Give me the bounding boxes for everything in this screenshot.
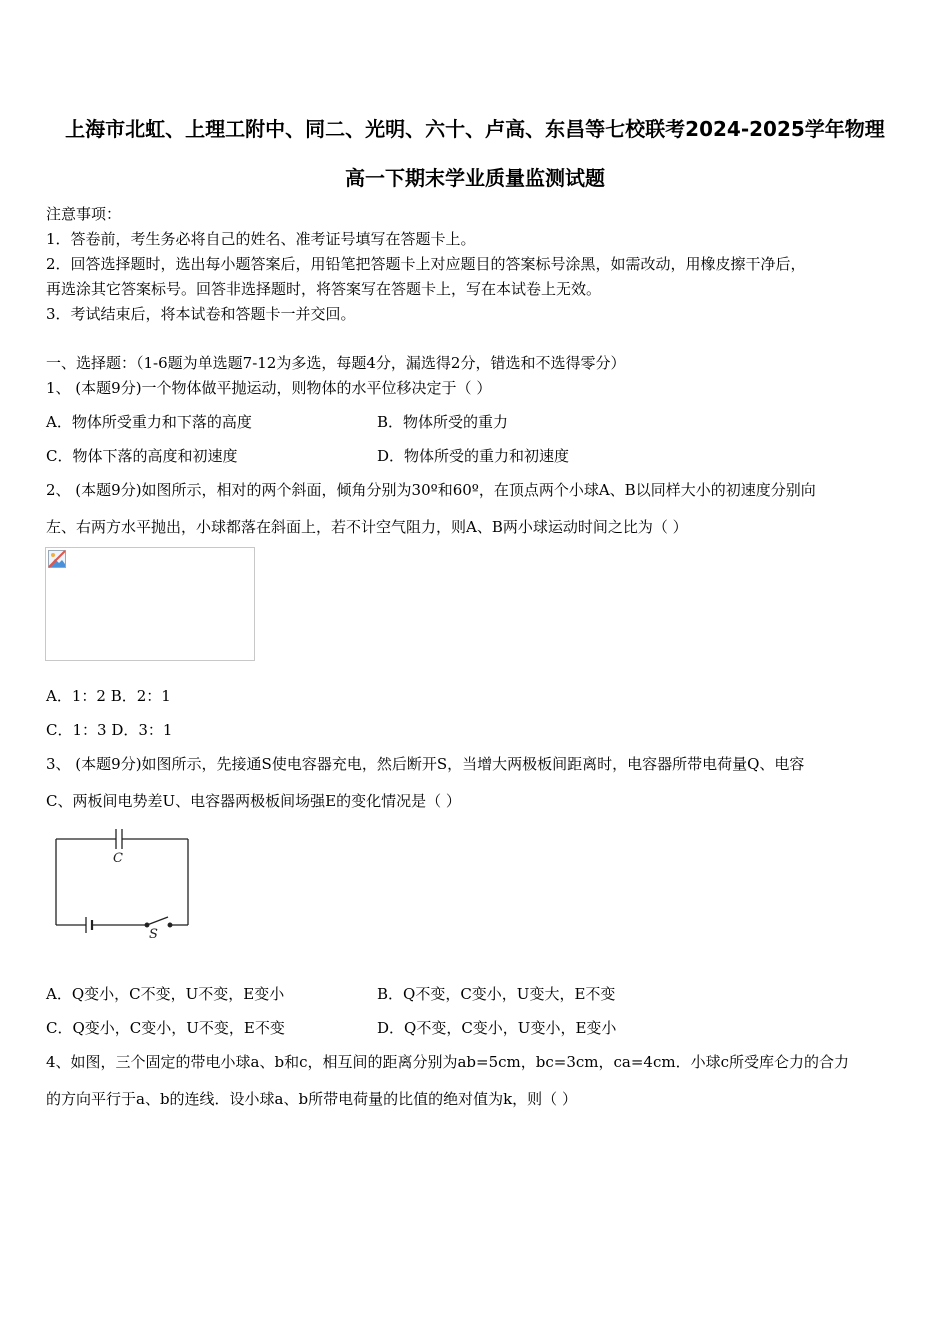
notice-item-3: 3．考试结束后，将本试卷和答题卡一并交回。 — [46, 305, 356, 323]
notice-item-1: 1．答卷前，考生务必将自己的姓名、准考证号填写在答题卡上。 — [46, 230, 476, 248]
q3-stem-cont: C、两板间电势差U、电容器两极板间场强E的变化情况是（ ） — [46, 792, 461, 810]
q1-stem: 1、 (本题9分)一个物体做平抛运动，则物体的水平位移决定于（ ） — [46, 379, 492, 397]
q1-option-b: B．物体所受的重力 — [377, 413, 509, 431]
q2-options-ab: A．1：2 B．2：1 — [46, 687, 171, 705]
q2-stem: 2、 (本题9分)如图所示，相对的两个斜面，倾角分别为30º和60º，在顶点两个小球A、B以同样大小的初速度分别向 — [46, 481, 816, 499]
q3-circuit-diagram — [50, 825, 195, 940]
exam-title-line2: 高一下期末学业质量监测试题 — [345, 166, 605, 190]
q1-option-c: C．物体下落的高度和初速度 — [46, 447, 238, 465]
q1-option-d: D．物体所受的重力和初速度 — [377, 447, 570, 465]
q2-stem-cont: 左、右两方水平抛出，小球都落在斜面上，若不计空气阻力，则A、B两小球运动时间之比为（ ） — [46, 518, 688, 536]
q3-option-c: C．Q变小，C变小，U不变，E不变 — [46, 1019, 285, 1037]
notice-heading: 注意事项： — [46, 205, 122, 223]
q3-option-a: A．Q变小，C不变，U不变，E变小 — [46, 985, 285, 1003]
broken-image-icon — [48, 550, 66, 568]
q3-option-d: D．Q不变，C变小，U变小，E变小 — [377, 1019, 617, 1037]
switch-label: S — [149, 927, 158, 940]
q1-option-a: A．物体所受重力和下落的高度 — [46, 413, 252, 431]
q2-figure-placeholder — [45, 547, 255, 661]
q2-options-cd: C．1：3 D．3：1 — [46, 721, 173, 739]
q3-stem: 3、 (本题9分)如图所示，先接通S使电容器充电，然后断开S，当增大两极板间距离时，电容器所带电荷量Q、电容 — [46, 755, 805, 773]
q3-option-b: B．Q不变，C变小，U变大，E不变 — [377, 985, 616, 1003]
notice-item-2: 2．回答选择题时，选出每小题答案后，用铅笔把答题卡上对应题目的答案标号涂黑，如需改动，用橡皮擦干净后， — [46, 255, 806, 273]
notice-item-2-cont: 再选涂其它答案标号。回答非选择题时，将答案写在答题卡上，写在本试卷上无效。 — [46, 280, 602, 298]
section-heading: 一、选择题：（1-6题为单选题7-12为多选，每题4分，漏选得2分，错选和不选得零分） — [46, 354, 626, 372]
q4-stem: 4、如图，三个固定的带电小球a、b和c，相互间的距离分别为ab=5cm，bc=3cm，ca=4cm．小球c所受库仑力的合力 — [46, 1053, 849, 1071]
q4-stem-cont: 的方向平行于a、b的连线．设小球a、b所带电荷量的比值的绝对值为k，则（ ） — [46, 1090, 577, 1108]
capacitor-label: C — [113, 851, 123, 866]
exam-title-line1: 上海市北虹、上理工附中、同二、光明、六十、卢高、东昌等七校联考2024-2025学年物理 — [65, 117, 885, 141]
